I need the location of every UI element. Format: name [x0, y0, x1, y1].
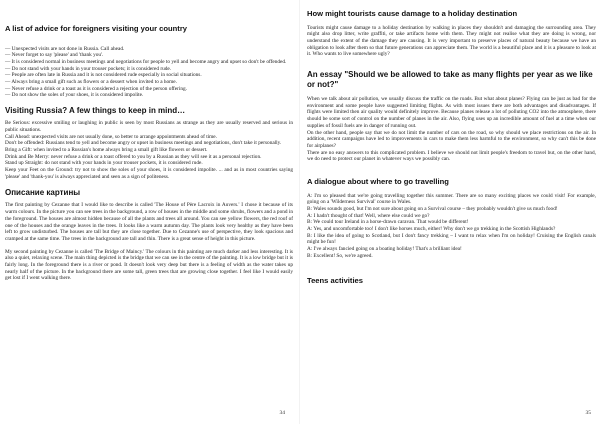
- page-number-left: 34: [279, 410, 285, 416]
- dialogue-line: A: I'm so pleased that we're going travelling together this summer. There are so many exciting places we could visit! For example, going on a 'Wilderness Survival' course in Wales.: [307, 192, 596, 206]
- advice-item: — It is considered normal in business meetings and negotiations for people to yell and become angry and upset so don't be offended.: [5, 58, 287, 65]
- essay-paragraph: On the other hand, people say that we do not limit the number of cars on the road, so why should we place restrictions on the air. In addition, recent campaigns have led to improvements in cars to make them less harmful to the environment, so why can't this be done for airplanes?: [307, 129, 596, 149]
- russia-tip: Bring a Gift: when invited to a Russian's home always bring a small gift like flowers or dessert.: [5, 146, 208, 153]
- dialogue-heading: A dialogue about where to go travelling: [307, 177, 449, 187]
- essay-paragraph: There are no easy answers to this complicated problem. I believe we should not limit people's freedom to travel but, on the other hand, we do need to protect our planet in whatever ways we possibly can.: [307, 149, 596, 163]
- essay-heading: An essay "Should we be allowed to take as many flights per year as we like or not?": [307, 70, 593, 90]
- russia-tip: Call Ahead: unexpected visits are not usually done, so better to arrange appointments ahead of time.: [5, 133, 217, 140]
- russia-tip: Stand up Straight: do not stand with your hands in your trouser pockets, it is considered rude.: [5, 160, 203, 167]
- advice-item: — Never refuse a drink or a toast as it is considered a rejection of the person offering.: [5, 85, 187, 92]
- painting-paragraph: My second painting by Cezanne is called 'The Bridge of Maincy.' The colours in this painting are much darker and less interesting. It is also a quiet, relaxing scene. The main thing depicted is the bridge that we can see in the centre of the painting. It is a low bridge but it is fairly long. In the foreground there is a river or pond. It doesn't look very deep but there is a feeling of width as the water takes up nearly half of the picture. In the background there are some tall, green trees that are growing close together. I feel like I would easily get lost if I went walking there.: [5, 248, 293, 282]
- painting-description: [5, 202, 293, 282]
- tourists-paragraph: Tourists might cause damage to a holiday destination by walking in places they shouldn't and damaging the surrounding area. They might also drop litter, write graffiti, or take artifacts home with them. They might not realise what they are doing is wrong, nor understand the extent of the damage they are causing. It is very important to preserve places of natural beauty because we have an obligation to look after them so that future generations can appreciate them. The world is a beautiful place and it is a pleasure to look at it. Who wants to live somewhere ugly?: [307, 24, 596, 58]
- painting-paragraph: The first painting by Cezanne that I would like to describe is called 'The House of Père Lacroix in Auvers.' I chose it because of its warm colours. In the picture you can see trees in the background, a row of houses in the middle and some shrubs, flowers and a pond in the foreground. The houses are almost hidden because of all the plants and trees all around. You can see yellow flowers, the red roof of one of the houses and the orange leaves in the trees. It looks like a warm autumn day. The plants look very healthy as they have been left to grow undisturbed. The houses are tall but they are close together. Due to Cezanne's use of perspective, they look spacious and cramped at the same time. The trees in the background are tall and thin. There is a great sense of height in this picture.: [5, 202, 293, 242]
- russia-tip: Drink and Be Merry: never refuse a drink or a toast offered to you by a Russian as they will see it as a personal rejection.: [5, 153, 262, 160]
- advice-item: — Always bring a small gift such as flowers or a dessert when invited to a home.: [5, 79, 177, 86]
- dialogue-line: B: I like the idea of going to Scotland, but I don't fancy trekking – I want to relax when I'm on holiday! Cruising the English canals might be fun!: [307, 232, 596, 246]
- russia-tips: [5, 120, 293, 180]
- russia-tip: Keep your Feet on the Ground: try not to show the soles of your shoes, it is considered impolite. ... and as in most countries saying 'please' and 'thank-you' is always appreciated and seen as a sign of politeness.: [5, 167, 293, 180]
- dialogue-line: A: I hadn't thought of that! Well, where else could we go?: [307, 212, 430, 219]
- painting-heading: Описание картины: [5, 188, 81, 198]
- dialogue-line: A: Yes, and uncomfortable too! I don't like horses much, either! Why don't we go trekking in the Scottish Highlands?: [307, 226, 556, 233]
- russia-heading: Visiting Russia? A few things to keep in mind…: [5, 106, 186, 116]
- advice-item: — Do not stand with your hands in your trouser pockets; it is considered rude.: [5, 65, 172, 72]
- advice-item: — Never forget to say 'please' and 'thank you'.: [5, 52, 104, 59]
- dialogue-line: B: We could tour Ireland in a horse-drawn caravan. That would be different!: [307, 219, 469, 226]
- advice-item: — Unexpected visits are not done in Russia. Call ahead.: [5, 45, 125, 52]
- advice-item: — People are often late in Russia and it is not considered rude especially in social situations.: [5, 72, 202, 79]
- russia-tip: Don't be offended: Russians tend to yell and become angry or upset in business meetings and negotiations, don't take it personally.: [5, 140, 282, 147]
- page-number-right: 35: [585, 410, 591, 416]
- dialogue-line: A: I've always fancied going on a boating holiday! That's a brilliant idea!: [307, 246, 462, 253]
- dialogue-line: B: Excellent! So, we're agreed.: [307, 252, 373, 259]
- essay-paragraph: When we talk about air pollution, we usually discuss the traffic on the roads. But what about planes? Flying can be just as bad for the environment and some people have suggested limiting flights. As with most issues there are both advantages and disadvantages. If flights were limited then air quality would definitely improve. Because planes release a lot of polluting CO2 into the atmosphere, there should be some sort of control on the number of planes in the air. Also, flying uses up an incredible amount of fuel at a time when our supplies of fossil fuels are in danger of running out.: [307, 96, 596, 129]
- russia-tip: Be Serious: excessive smiling or laughing in public is seen by most Russians as strange as they are usually reserved and serious in public situations.: [5, 120, 293, 133]
- advice-list: [5, 46, 293, 100]
- advice-item: — Do not show the soles of your shoes, it is considered impolite.: [5, 92, 144, 99]
- dialogue-line: B: Wales sounds good, but I'm not sure about going on a Survival course – they probably wouldn't give us much food!: [307, 205, 558, 212]
- essay-body: [307, 96, 596, 163]
- tourists-heading: How might tourists cause damage to a holiday destination: [307, 9, 518, 18]
- left-page: [0, 0, 293, 424]
- right-page: [307, 0, 596, 424]
- page-gutter: [299, 0, 300, 424]
- advice-heading: A list of advice for foreigners visiting your country: [5, 24, 188, 33]
- dialogue-body: [307, 193, 596, 260]
- teens-heading: Teens activities: [307, 275, 363, 285]
